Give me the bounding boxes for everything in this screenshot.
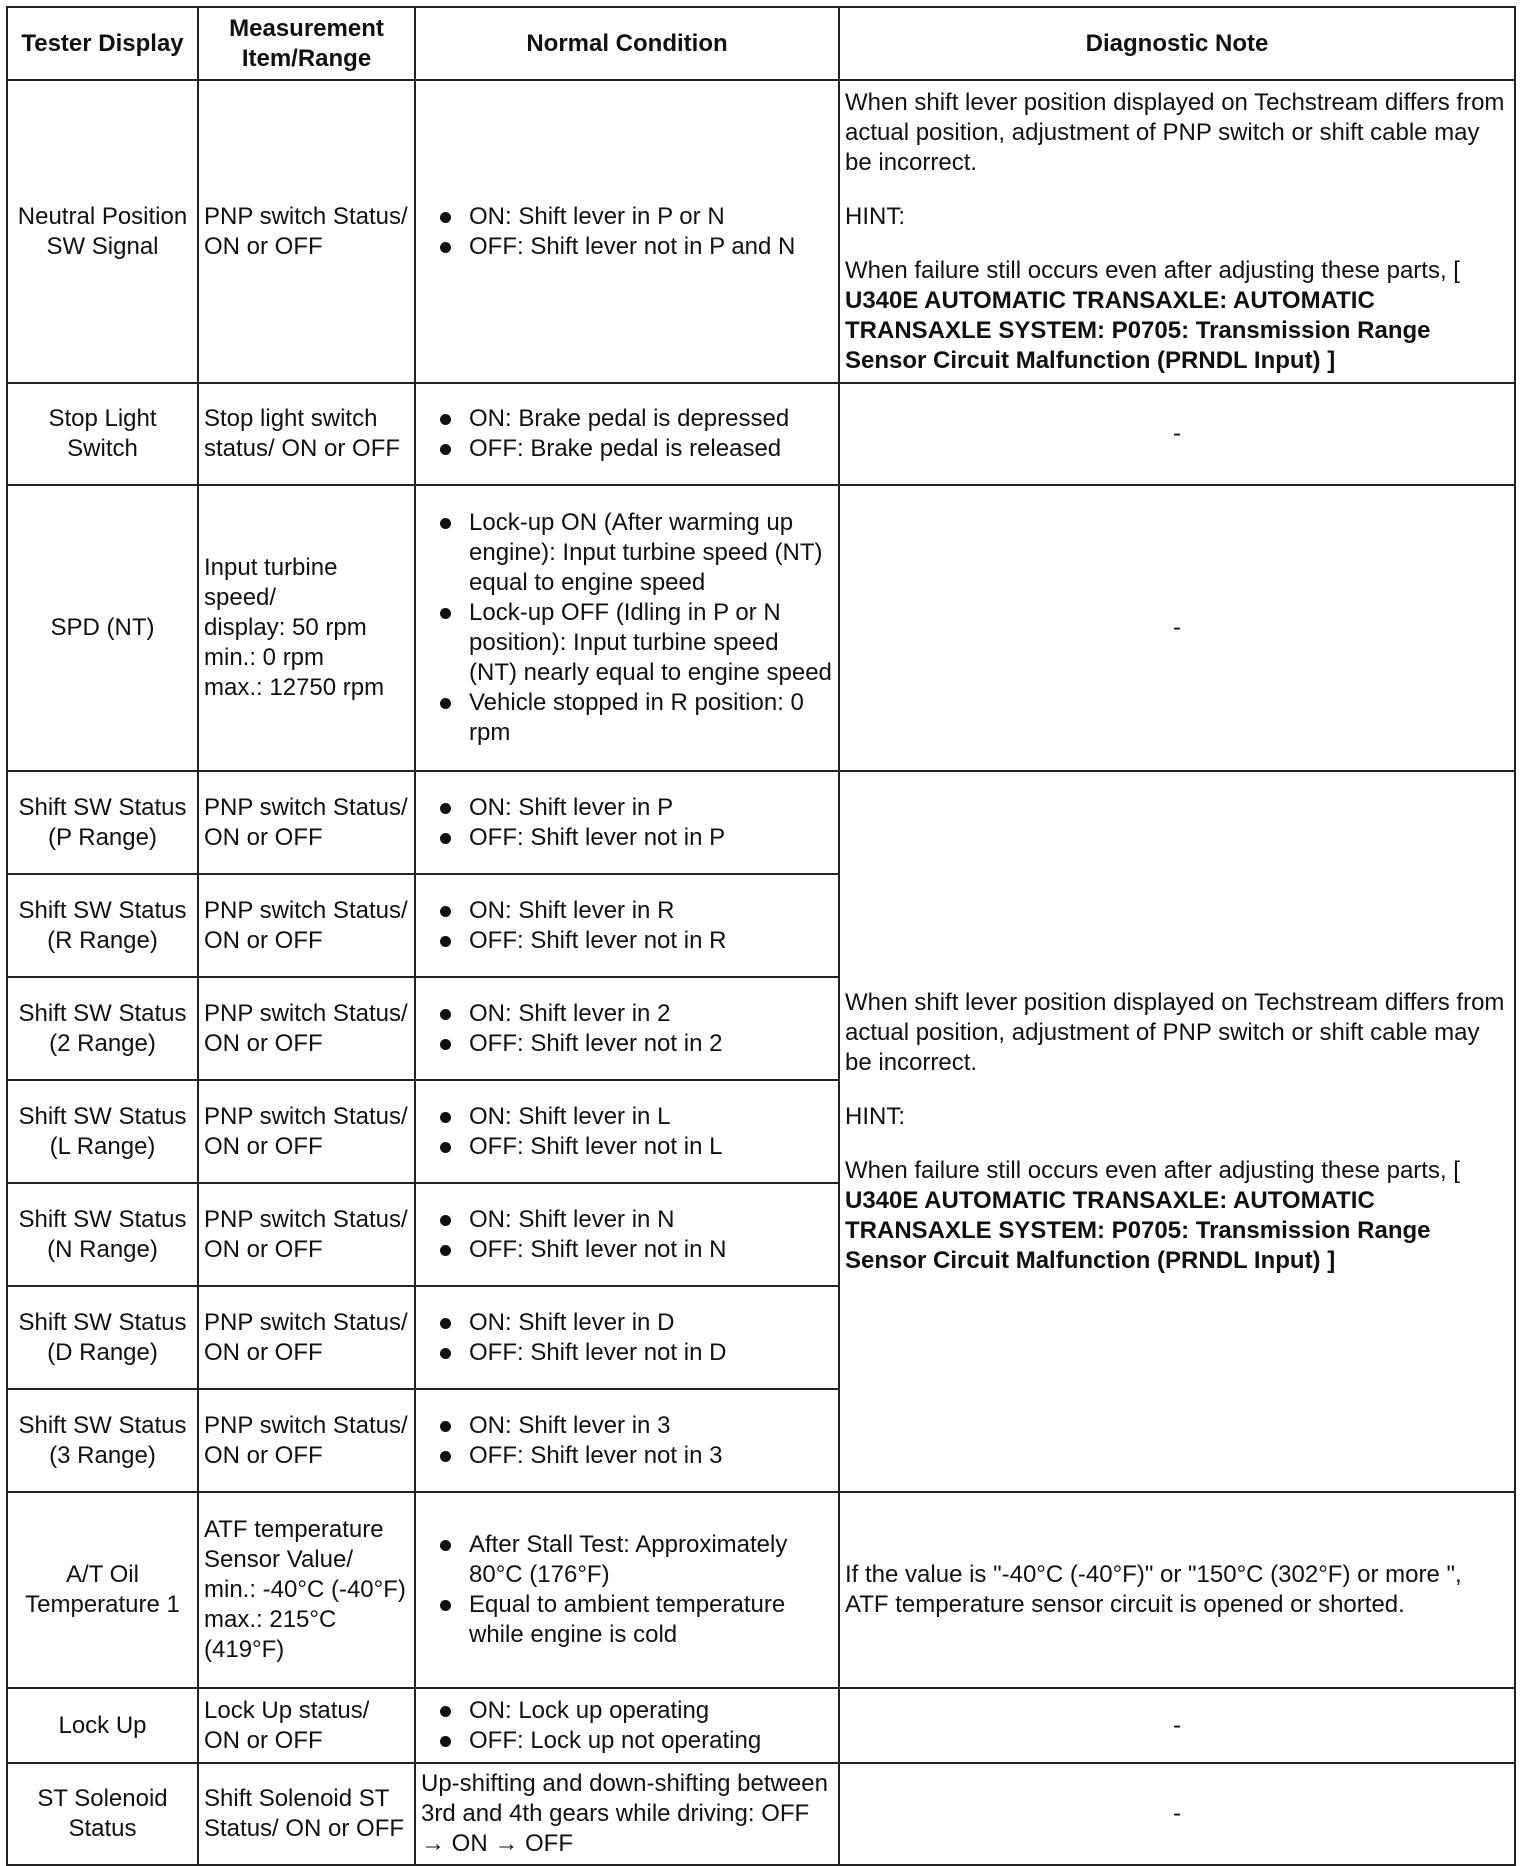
measurement-cell	[198, 1492, 415, 1688]
tester-display-cell: SPD (NT)	[7, 485, 198, 771]
tester-display-cell: Neutral Position SW Signal	[7, 80, 198, 383]
note-paragraph	[845, 1156, 1509, 1276]
condition-item: Lock-up OFF (Idling in P or N position): Input turbine speed (NT) nearly equal to engine speed	[469, 599, 832, 686]
normal-condition-cell	[415, 771, 839, 874]
diagnostic-note-cell	[839, 771, 1515, 1492]
header-diagnostic-note: Diagnostic Note	[839, 7, 1515, 80]
condition-item: OFF: Shift lever not in D	[469, 1338, 833, 1368]
measurement-line: Input turbine speed/	[204, 554, 338, 611]
note-paragraph: When shift lever position displayed on Techstream differs from actual position, adjustment of PNP switch or shift cable may be incorrect.	[845, 988, 1505, 1076]
normal-condition-cell	[415, 383, 839, 485]
condition-item: OFF: Brake pedal is released	[469, 434, 833, 464]
measurement-cell: PNP switch Status/ ON or OFF	[198, 1183, 415, 1286]
normal-condition-cell: Up-shifting and down-shifting between 3rd and 4th gears while driving: OFF → ON → OFF	[415, 1763, 839, 1865]
table-row	[7, 383, 1515, 485]
measurement-line: max.: 12750 rpm	[204, 674, 385, 701]
measurement-cell: Stop light switch status/ ON or OFF	[198, 383, 415, 485]
normal-condition-cell	[415, 1183, 839, 1286]
condition-item: ON: Brake pedal is depressed	[469, 404, 833, 434]
diagnostic-note-cell: -	[839, 383, 1515, 485]
condition-item: Vehicle stopped in R position: 0 rpm	[469, 688, 833, 748]
condition-item: ON: Shift lever in P or N	[469, 202, 833, 232]
tester-display-cell: A/T Oil Temperature 1	[7, 1492, 198, 1688]
condition-item: OFF: Shift lever not in R	[469, 926, 833, 956]
condition-item: ON: Shift lever in D	[469, 1308, 833, 1338]
tester-display-cell: Shift SW Status (3 Range)	[7, 1389, 198, 1492]
condition-item: Equal to ambient temperature while engine is cold	[469, 1590, 833, 1650]
note-paragraph	[845, 256, 1509, 376]
measurement-cell	[198, 485, 415, 771]
normal-condition-cell	[415, 977, 839, 1080]
tester-display-cell: ST Solenoid Status	[7, 1763, 198, 1865]
normal-condition-cell	[415, 485, 839, 771]
table-row	[7, 1688, 1515, 1763]
diagnostic-note-cell	[839, 80, 1515, 383]
condition-item: OFF: Shift lever not in L	[469, 1132, 833, 1162]
diagnostic-data-table	[6, 6, 1516, 1866]
condition-item: OFF: Shift lever not in 2	[469, 1029, 833, 1059]
normal-condition-cell	[415, 1688, 839, 1763]
note-link-text: U340E AUTOMATIC TRANSAXLE: AUTOMATIC TRANSAXLE SYSTEM: P0705: Transmission Range Sensor Circuit Malfunction (PRNDL Input) ]	[845, 286, 1431, 374]
measurement-line: min.: 0 rpm	[204, 644, 325, 671]
diagnostic-note-cell: -	[839, 1688, 1515, 1763]
tester-display-cell: Shift SW Status (2 Range)	[7, 977, 198, 1080]
condition-item: OFF: Shift lever not in P and N	[469, 232, 833, 262]
table-row	[7, 485, 1515, 771]
normal-condition-cell	[415, 1080, 839, 1183]
condition-item: ON: Shift lever in N	[469, 1205, 833, 1235]
condition-item: OFF: Shift lever not in P	[469, 823, 833, 853]
condition-item: ON: Shift lever in L	[469, 1102, 833, 1132]
condition-item: OFF: Shift lever not in 3	[469, 1441, 833, 1471]
condition-item: OFF: Lock up not operating	[469, 1726, 833, 1756]
tester-display-cell: Stop Light Switch	[7, 383, 198, 485]
note-text: When failure still occurs even after adjusting these parts, [	[845, 1156, 1460, 1184]
measurement-cell: PNP switch Status/ ON or OFF	[198, 977, 415, 1080]
tester-display-cell: Shift SW Status (L Range)	[7, 1080, 198, 1183]
tester-display-cell: Shift SW Status (N Range)	[7, 1183, 198, 1286]
condition-item: ON: Shift lever in 2	[469, 999, 833, 1029]
measurement-line: max.: 215°C (419°F)	[204, 1606, 337, 1663]
diagnostic-note-cell: -	[839, 485, 1515, 771]
measurement-cell: PNP switch Status/ ON or OFF	[198, 1080, 415, 1183]
measurement-cell: PNP switch Status/ ON or OFF	[198, 1286, 415, 1389]
measurement-line: min.: -40°C (-40°F)	[204, 1576, 406, 1603]
measurement-cell: PNP switch Status/ ON or OFF	[198, 874, 415, 977]
normal-condition-cell	[415, 1389, 839, 1492]
header-normal-condition: Normal Condition	[415, 7, 839, 80]
table-row	[7, 80, 1515, 383]
condition-item: ON: Lock up operating	[469, 1696, 833, 1726]
diagnostic-note-cell: If the value is "-40°C (-40°F)" or "150°C (302°F) or more ", ATF temperature sensor circuit is opened or shorted.	[839, 1492, 1515, 1688]
header-measurement-item: Measurement Item/Range	[198, 7, 415, 80]
measurement-line: display: 50 rpm	[204, 614, 367, 641]
condition-item: ON: Shift lever in 3	[469, 1411, 833, 1441]
note-text: When failure still occurs even after adjusting these parts, [	[845, 256, 1460, 284]
condition-item: After Stall Test: Approximately 80°C (176°F)	[469, 1530, 833, 1590]
tester-display-cell: Shift SW Status (P Range)	[7, 771, 198, 874]
condition-item: OFF: Shift lever not in N	[469, 1235, 833, 1265]
diagnostic-note-cell: -	[839, 1763, 1515, 1865]
header-tester-display: Tester Display	[7, 7, 198, 80]
tester-display-cell: Shift SW Status (R Range)	[7, 874, 198, 977]
tester-display-cell: Shift SW Status (D Range)	[7, 1286, 198, 1389]
condition-item: ON: Shift lever in P	[469, 793, 833, 823]
measurement-cell: PNP switch Status/ ON or OFF	[198, 1389, 415, 1492]
header-row	[7, 7, 1515, 80]
condition-item: ON: Shift lever in R	[469, 896, 833, 926]
note-hint: HINT:	[845, 1102, 905, 1130]
note-hint: HINT:	[845, 202, 905, 230]
measurement-cell: PNP switch Status/ ON or OFF	[198, 771, 415, 874]
normal-condition-cell	[415, 1286, 839, 1389]
table-row	[7, 771, 1515, 874]
measurement-cell: Lock Up status/ ON or OFF	[198, 1688, 415, 1763]
note-link-text: U340E AUTOMATIC TRANSAXLE: AUTOMATIC TRANSAXLE SYSTEM: P0705: Transmission Range Sensor Circuit Malfunction (PRNDL Input) ]	[845, 1186, 1431, 1274]
measurement-line: ATF temperature Sensor Value/	[204, 1516, 384, 1573]
table-row	[7, 1492, 1515, 1688]
table-row	[7, 1763, 1515, 1865]
note-paragraph: When shift lever position displayed on Techstream differs from actual position, adjustment of PNP switch or shift cable may be incorrect.	[845, 88, 1505, 176]
measurement-cell: PNP switch Status/ ON or OFF	[198, 80, 415, 383]
tester-display-cell: Lock Up	[7, 1688, 198, 1763]
normal-condition-cell	[415, 80, 839, 383]
normal-condition-cell	[415, 874, 839, 977]
condition-item: Lock-up ON (After warming up engine): Input turbine speed (NT) equal to engine speed	[469, 508, 833, 598]
normal-condition-cell	[415, 1492, 839, 1688]
measurement-cell: Shift Solenoid ST Status/ ON or OFF	[198, 1763, 415, 1865]
